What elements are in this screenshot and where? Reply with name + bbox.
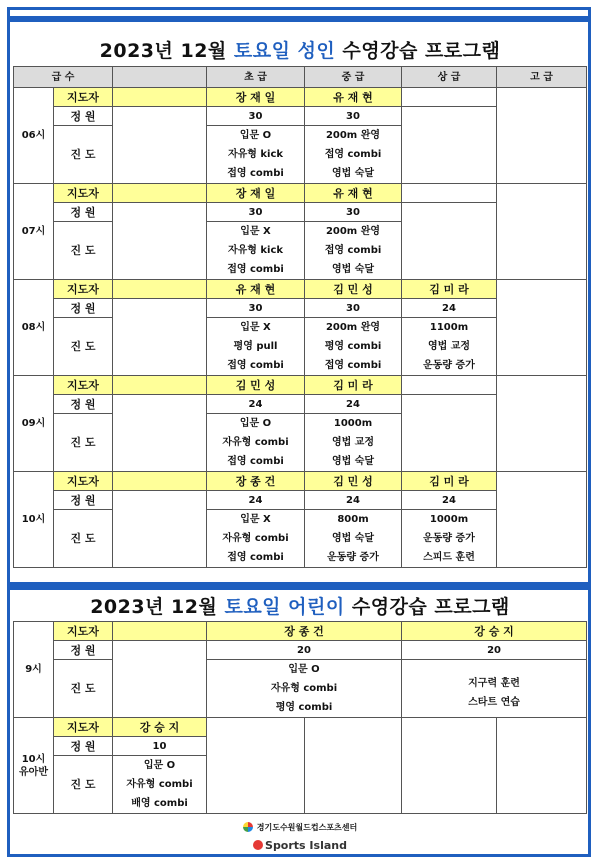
label-progress: 진 도 [54, 660, 113, 718]
progress-cell: 입문 O 자유형 kick 접영 combi [207, 126, 305, 184]
row-instructor [14, 184, 587, 203]
instructor-cell: 장 재 일 [207, 184, 305, 203]
capacity-cell: 30 [207, 299, 305, 318]
capacity-cell: 24 [402, 299, 497, 318]
label-instructor: 지도자 [54, 718, 113, 737]
label-progress: 진 도 [54, 756, 113, 814]
capacity-cell: 24 [207, 395, 305, 414]
blank-cell [113, 107, 207, 184]
instructor-cell: 장 재 일 [207, 88, 305, 107]
progress-cell: 1000m 영법 교정 영법 숙달 [305, 414, 402, 472]
kids-title: 2023년 12월 토요일 어린이 수영강습 프로그램 [90, 596, 510, 618]
instructor-cell: 김 미 라 [402, 472, 497, 491]
progress-cell: 입문 X 자유형 kick 접영 combi [207, 222, 305, 280]
header-row [14, 67, 587, 88]
label-capacity: 정 원 [54, 395, 113, 414]
instructor-cell: 김 미 라 [305, 376, 402, 395]
time-cell: 08시 [14, 280, 54, 376]
blank-cell [113, 641, 207, 718]
label-instructor: 지도자 [54, 622, 113, 641]
blank-cell [497, 376, 587, 472]
blank-cell [113, 491, 207, 568]
blank-cell [113, 622, 207, 641]
header-level: 급 수 [14, 67, 113, 88]
capacity-cell: 30 [305, 107, 402, 126]
section-divider [10, 582, 590, 590]
footer [0, 817, 600, 852]
kids-row-9-capacity [14, 641, 587, 660]
blank-cell [402, 718, 497, 814]
blank-cell [113, 472, 207, 491]
instructor-cell: 김 민 성 [305, 472, 402, 491]
header-blank [113, 67, 207, 88]
kids-row-10-instructor [14, 718, 587, 737]
blank-cell [497, 184, 587, 280]
label-capacity: 정 원 [54, 299, 113, 318]
progress-cell: 입문 O 자유형 combi 접영 combi [207, 414, 305, 472]
progress-cell: 입문 O 자유형 combi 평영 combi [207, 660, 402, 718]
label-instructor: 지도자 [54, 88, 113, 107]
header-intermediate: 중 급 [305, 67, 402, 88]
capacity-cell: 30 [207, 107, 305, 126]
label-instructor: 지도자 [54, 376, 113, 395]
row-instructor [14, 472, 587, 491]
kids-row-9-progress [14, 660, 587, 718]
time-cell: 07시 [14, 184, 54, 280]
progress-cell: 1000m 운동량 증가 스피드 훈련 [402, 510, 497, 568]
progress-cell: 200m 완영 접영 combi 영법 숙달 [305, 126, 402, 184]
blank-cell [113, 280, 207, 299]
top-bar [10, 16, 590, 22]
blank-cell [497, 88, 587, 184]
blank-cell [497, 280, 587, 376]
row-instructor [14, 376, 587, 395]
instructor-cell: 김 민 성 [305, 280, 402, 299]
blank-cell [402, 395, 497, 472]
label-capacity: 정 원 [54, 491, 113, 510]
label-progress: 진 도 [54, 510, 113, 568]
capacity-cell: 20 [402, 641, 587, 660]
instructor-cell: 강 승 지 [113, 718, 207, 737]
capacity-cell: 30 [207, 203, 305, 222]
time-cell: 06시 [14, 88, 54, 184]
blank-cell [113, 203, 207, 280]
label-progress: 진 도 [54, 318, 113, 376]
blank-cell [207, 718, 305, 814]
time-cell: 10시 [14, 472, 54, 568]
progress-cell: 입문 O 자유형 combi 배영 combi [113, 756, 207, 814]
blank-cell [497, 718, 587, 814]
capacity-cell: 24 [305, 395, 402, 414]
blank-cell [402, 203, 497, 280]
progress-cell: 200m 완영 접영 combi 영법 숙달 [305, 222, 402, 280]
org-logo-icon [243, 822, 253, 832]
label-instructor: 지도자 [54, 280, 113, 299]
progress-cell: 200m 완영 평영 combi 접영 combi [305, 318, 402, 376]
instructor-cell: 장 종 건 [207, 472, 305, 491]
instructor-cell [402, 376, 497, 395]
capacity-cell: 20 [207, 641, 402, 660]
header-expert: 고 급 [497, 67, 587, 88]
blank-cell [113, 395, 207, 472]
kids-schedule-table [13, 621, 587, 814]
progress-cell: 800m 영법 숙달 운동량 증가 [305, 510, 402, 568]
label-capacity: 정 원 [54, 641, 113, 660]
org-name: 경기도수원월드컵스포츠센터 [243, 822, 357, 833]
adult-schedule-table [13, 66, 587, 568]
time-cell: 09시 [14, 376, 54, 472]
blank-cell [113, 184, 207, 203]
sports-island-logo-icon [253, 840, 263, 850]
header-advanced: 상 급 [402, 67, 497, 88]
blank-cell [402, 107, 497, 184]
capacity-cell: 30 [305, 203, 402, 222]
instructor-cell: 유 재 현 [305, 184, 402, 203]
label-progress: 진 도 [54, 126, 113, 184]
blank-cell [113, 299, 207, 376]
label-capacity: 정 원 [54, 203, 113, 222]
label-progress: 진 도 [54, 414, 113, 472]
progress-cell: 입문 X 평영 pull 접영 combi [207, 318, 305, 376]
label-progress: 진 도 [54, 222, 113, 280]
progress-cell: 1100m 영법 교정 운동량 증가 [402, 318, 497, 376]
label-capacity: 정 원 [54, 737, 113, 756]
header-beginner: 초 급 [207, 67, 305, 88]
row-instructor [14, 88, 587, 107]
instructor-cell: 김 미 라 [402, 280, 497, 299]
instructor-cell: 김 민 성 [207, 376, 305, 395]
label-instructor: 지도자 [54, 184, 113, 203]
progress-cell: 입문 X 자유형 combi 접영 combi [207, 510, 305, 568]
instructor-cell: 유 재 현 [207, 280, 305, 299]
capacity-cell: 24 [305, 491, 402, 510]
capacity-cell: 30 [305, 299, 402, 318]
blank-cell [113, 88, 207, 107]
instructor-cell [402, 184, 497, 203]
instructor-cell: 장 종 건 [207, 622, 402, 641]
adult-title: 2023년 12월 토요일 성인 수영강습 프로그램 [99, 40, 501, 62]
instructor-cell [402, 88, 497, 107]
label-instructor: 지도자 [54, 472, 113, 491]
brand-logo: Sports Island [0, 839, 600, 852]
progress-cell: 지구력 훈련 스타트 연습 [402, 660, 587, 718]
instructor-cell: 유 재 현 [305, 88, 402, 107]
blank-cell [113, 376, 207, 395]
capacity-cell: 24 [207, 491, 305, 510]
blank-cell [497, 472, 587, 568]
time-cell: 9시 [14, 622, 54, 718]
capacity-cell: 10 [113, 737, 207, 756]
kids-row-9-instructor [14, 622, 587, 641]
label-capacity: 정 원 [54, 107, 113, 126]
capacity-cell: 24 [402, 491, 497, 510]
time-cell: 10시 유아반 [14, 718, 54, 814]
instructor-cell: 강 승 지 [402, 622, 587, 641]
blank-cell [305, 718, 402, 814]
row-instructor [14, 280, 587, 299]
